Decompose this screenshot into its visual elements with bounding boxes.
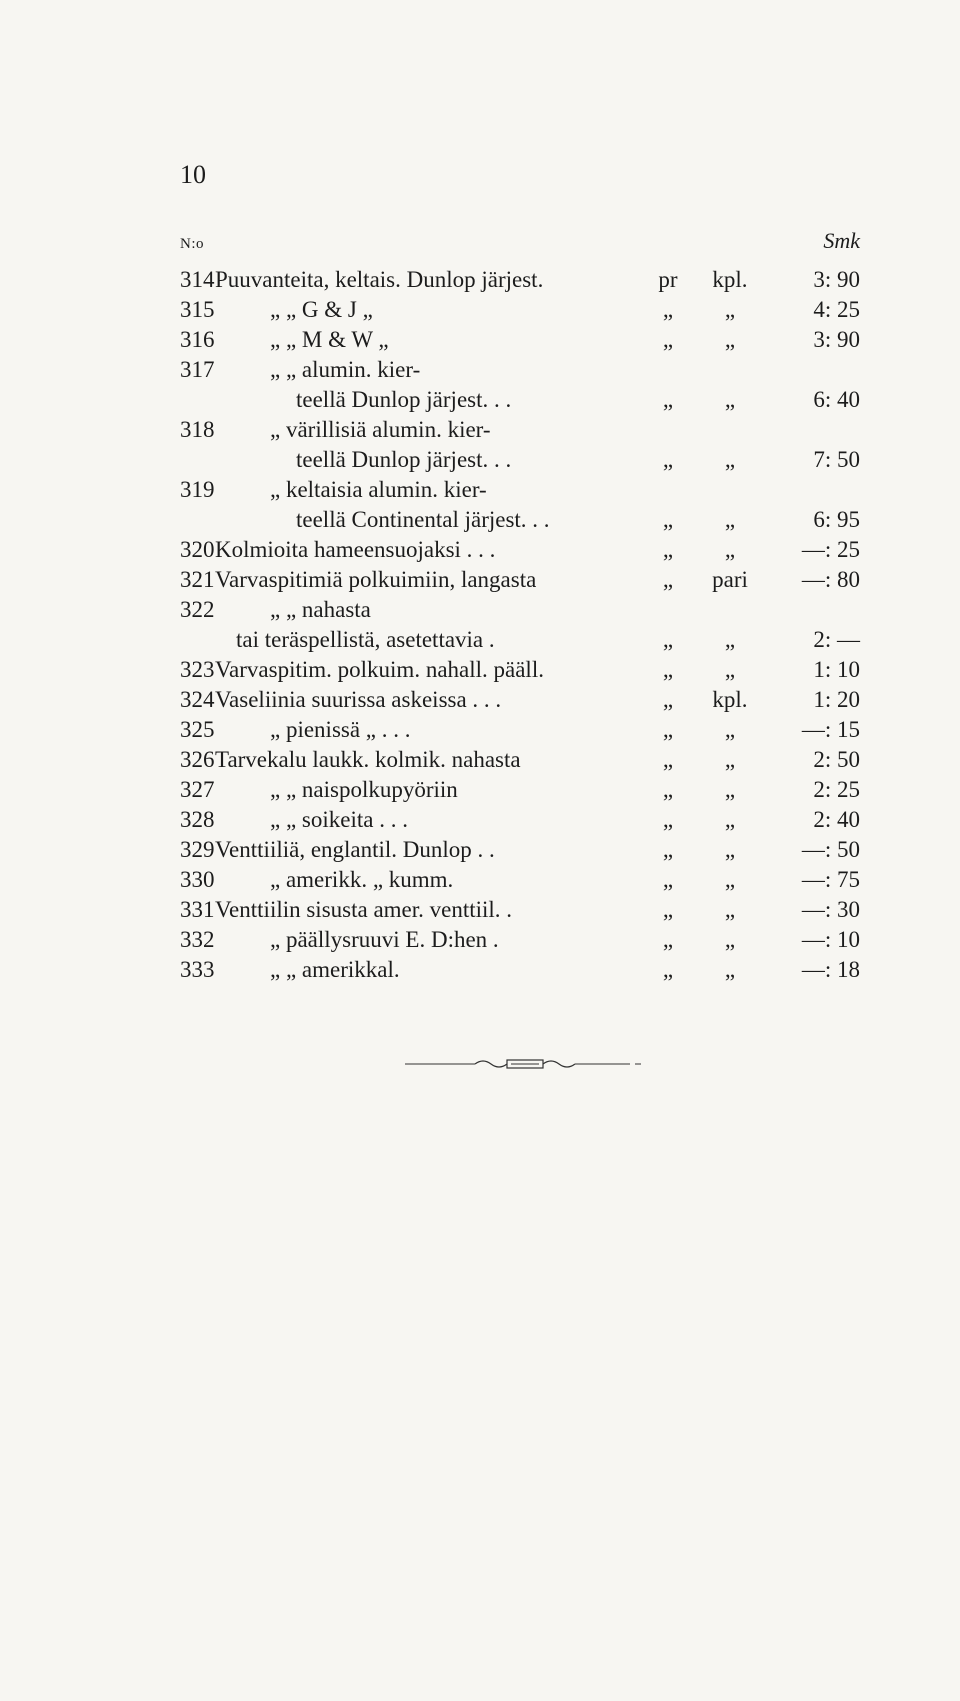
list-item [0,415,960,445]
item-unit: „ [724,327,736,352]
item-description: Venttiilin sisusta amer. venttiil. . [215,897,513,922]
item-description: „ „ alumin. kier- [270,357,421,382]
item-number: 332 [180,927,215,952]
item-unit-prefix: „ [662,327,674,352]
item-price: —: 10 [801,927,860,952]
item-number: 315 [180,297,215,322]
item-unit: „ [724,867,736,892]
item-unit-prefix: „ [662,447,674,472]
item-price: 6: 95 [813,507,860,532]
item-description: Puuvanteita, keltais. Dunlop järjest. [215,267,544,292]
item-number: 321 [180,567,215,592]
item-unit: „ [724,537,736,562]
item-description: Venttiiliä, englantil. Dunlop . . [215,837,495,862]
item-unit: „ [724,717,736,742]
item-number: 324 [180,687,215,712]
item-unit: „ [724,927,736,952]
list-item [0,925,960,955]
item-price: 2: 50 [813,747,860,772]
item-price: 6: 40 [813,387,860,412]
item-unit: kpl. [712,687,748,712]
item-unit: kpl. [712,267,748,292]
item-unit-prefix: „ [662,687,674,712]
number-column-label: N:o [180,236,204,252]
list-item [0,475,960,505]
item-price: 3: 90 [813,267,860,292]
item-unit-prefix: „ [662,387,674,412]
item-price: —: 25 [801,537,860,562]
list-item [0,385,960,415]
item-description: teellä Continental järjest. . . [296,507,550,532]
item-number: 314 [180,267,215,292]
item-unit: „ [724,807,736,832]
item-unit-prefix: „ [662,567,674,592]
item-unit-prefix: „ [662,657,674,682]
list-item [0,445,960,475]
item-number: 325 [180,717,215,742]
page-number: 10 [180,160,206,189]
item-price: 7: 50 [813,447,860,472]
item-description: „ „ nahasta [270,597,371,622]
item-unit-prefix: „ [662,507,674,532]
item-unit-prefix: pr [658,267,678,292]
item-description: „ keltaisia alumin. kier- [270,477,487,502]
item-number: 317 [180,357,215,382]
item-price: 3: 90 [813,327,860,352]
list-item [0,595,960,625]
item-unit: „ [724,387,736,412]
item-unit: „ [724,777,736,802]
item-unit: „ [724,897,736,922]
item-description: „ „ M & W „ [270,327,389,352]
item-description: Varvaspitimiä polkuimiin, langasta [215,567,537,592]
decorative-divider [405,1054,645,1074]
item-description: tai teräspellistä, asetettavia . [236,627,495,652]
list-item [0,325,960,355]
item-description: „ „ amerikkal. [270,957,400,982]
item-description: „ päällysruuvi E. D:hen . [270,927,499,952]
item-price: —: 50 [801,837,860,862]
item-unit-prefix: „ [662,867,674,892]
item-unit-prefix: „ [662,927,674,952]
item-unit: „ [724,627,736,652]
list-item [0,835,960,865]
item-description: Vaseliinia suurissa askeissa . . . [215,687,502,712]
list-item [0,535,960,565]
item-unit: „ [724,297,736,322]
item-number: 318 [180,417,215,442]
item-description: teellä Dunlop järjest. . . [296,387,512,412]
item-unit-prefix: „ [662,807,674,832]
list-item [0,685,960,715]
item-unit-prefix: „ [662,717,674,742]
item-description: „ „ G & J „ [270,297,373,322]
item-price: 1: 20 [813,687,860,712]
item-description: Varvaspitim. polkuim. nahall. pääll. [215,657,544,682]
item-number: 329 [180,837,215,862]
item-number: 328 [180,807,215,832]
item-unit: „ [724,837,736,862]
item-unit: pari [712,567,748,592]
item-description: teellä Dunlop järjest. . . [296,447,512,472]
list-item [0,625,960,655]
item-price: 2: 25 [813,777,860,802]
item-price: —: 15 [801,717,860,742]
item-number: 331 [180,897,215,922]
item-price: 2: — [813,627,860,652]
column-header [180,228,860,260]
item-price: —: 30 [801,897,860,922]
list-item [0,655,960,685]
item-description: Kolmioita hameensuojaksi . . . [215,537,496,562]
item-price: 2: 40 [813,807,860,832]
list-item [0,865,960,895]
item-number: 319 [180,477,215,502]
item-unit-prefix: „ [662,777,674,802]
item-price: —: 75 [801,867,860,892]
item-description: „ värillisiä alumin. kier- [270,417,491,442]
item-unit-prefix: „ [662,747,674,772]
item-unit: „ [724,507,736,532]
item-unit: „ [724,747,736,772]
item-unit-prefix: „ [662,627,674,652]
item-unit: „ [724,447,736,472]
item-price: 4: 25 [813,297,860,322]
item-price: —: 18 [801,957,860,982]
list-item [0,295,960,325]
list-item [0,355,960,385]
item-number: 316 [180,327,215,352]
item-number: 330 [180,867,215,892]
item-description: „ „ soikeita . . . [270,807,408,832]
item-number: 322 [180,597,215,622]
item-number: 333 [180,957,215,982]
item-unit-prefix: „ [662,297,674,322]
item-number: 320 [180,537,215,562]
item-unit-prefix: „ [662,897,674,922]
item-price: 1: 10 [813,657,860,682]
item-number: 327 [180,777,215,802]
item-number: 326 [180,747,215,772]
item-unit-prefix: „ [662,957,674,982]
list-item [0,895,960,925]
list-item [0,955,960,985]
list-item [0,775,960,805]
item-description: „ pienissä „ . . . [270,717,411,742]
list-item [0,505,960,535]
item-description: „ „ naispolkupyöriin [270,777,458,802]
item-description: „ amerikk. „ kumm. [270,867,454,892]
list-item [0,565,960,595]
list-item [0,715,960,745]
item-unit: „ [724,657,736,682]
item-unit-prefix: „ [662,537,674,562]
list-item [0,805,960,835]
item-description: Tarvekalu laukk. kolmik. nahasta [215,747,521,772]
list-item [0,265,960,295]
currency-column-label: Smk [823,228,860,253]
item-price: —: 80 [801,567,860,592]
item-unit-prefix: „ [662,837,674,862]
item-number: 323 [180,657,215,682]
item-unit: „ [724,957,736,982]
list-item [0,745,960,775]
